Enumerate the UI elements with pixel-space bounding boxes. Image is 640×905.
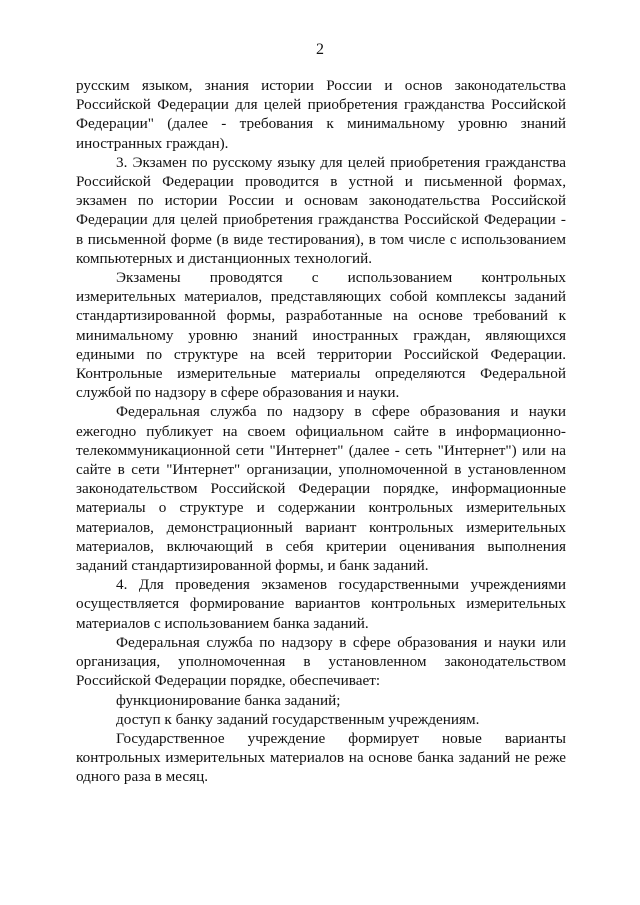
paragraph-continuation: русским языком, знания истории России и основ законодательства Российской Федерации для целей приобретения гражданства Российской Федерации" (далее - требования к минимальному уровню знаний иностранных граждан). [76,77,566,152]
paragraph-functioning: функционирование банка заданий; [116,691,341,709]
paragraph-item-3: 3. Экзамен по русскому языку для целей приобретения гражданства Российской Федерации проводится в устной и письменной формах, экзамен по истории России и основам законодательства Российской Федерации для целей приобретения гражданства Российской Федерации - в письменной форме (в виде тестирования), в том числе с использованием компьютерных и дистанционных технологий. [76,153,566,267]
document-body [76,76,566,787]
paragraph-exams: Экзамены проводятся с использованием контрольных измерительных материалов, представляющих собой комплексы заданий стандартизированной формы, разработанные на основе требований к минимальному уровню знаний иностранных граждан, являющихся едиными по структуре на всей территории Российской Федерации. Контрольные измерительные материалы определяются Федеральной службой по надзору в сфере образования и науки. [76,269,566,402]
paragraph-provides: Федеральная служба по надзору в сфере образования и науки или организация, уполномоченная в установленном законодательством Российской Федерации порядке, обеспечивает: [76,633,566,690]
paragraph-access: доступ к банку заданий государственным учреждениям. [116,710,480,728]
page-number: 2 [316,41,324,58]
paragraph-item-4: 4. Для проведения экзаменов государственными учреждениями осуществляется формирование вариантов контрольных измерительных материалов с использованием банка заданий. [76,576,566,632]
paragraph-state-institution: Государственное учреждение формирует новые варианты контрольных измерительных материалов на основе банка заданий не реже одного раза в месяц. [76,729,566,786]
paragraph-publication: Федеральная служба по надзору в сфере образования и науки ежегодно публикует на своем официальном сайте в информационно-телекоммуникационной сети "Интернет" (далее - сеть "Интернет") или на сайте в сети "Интернет" организации, уполномоченной в установленном законодательством Российской Федерации порядке, информационные материалы о структуре и содержании контрольных измерительных материалов, демонстрационный вариант контрольных измерительных материалов, включающий в себя критерии оценивания выполнения заданий стандартизированной формы, и банк заданий. [76,403,566,575]
